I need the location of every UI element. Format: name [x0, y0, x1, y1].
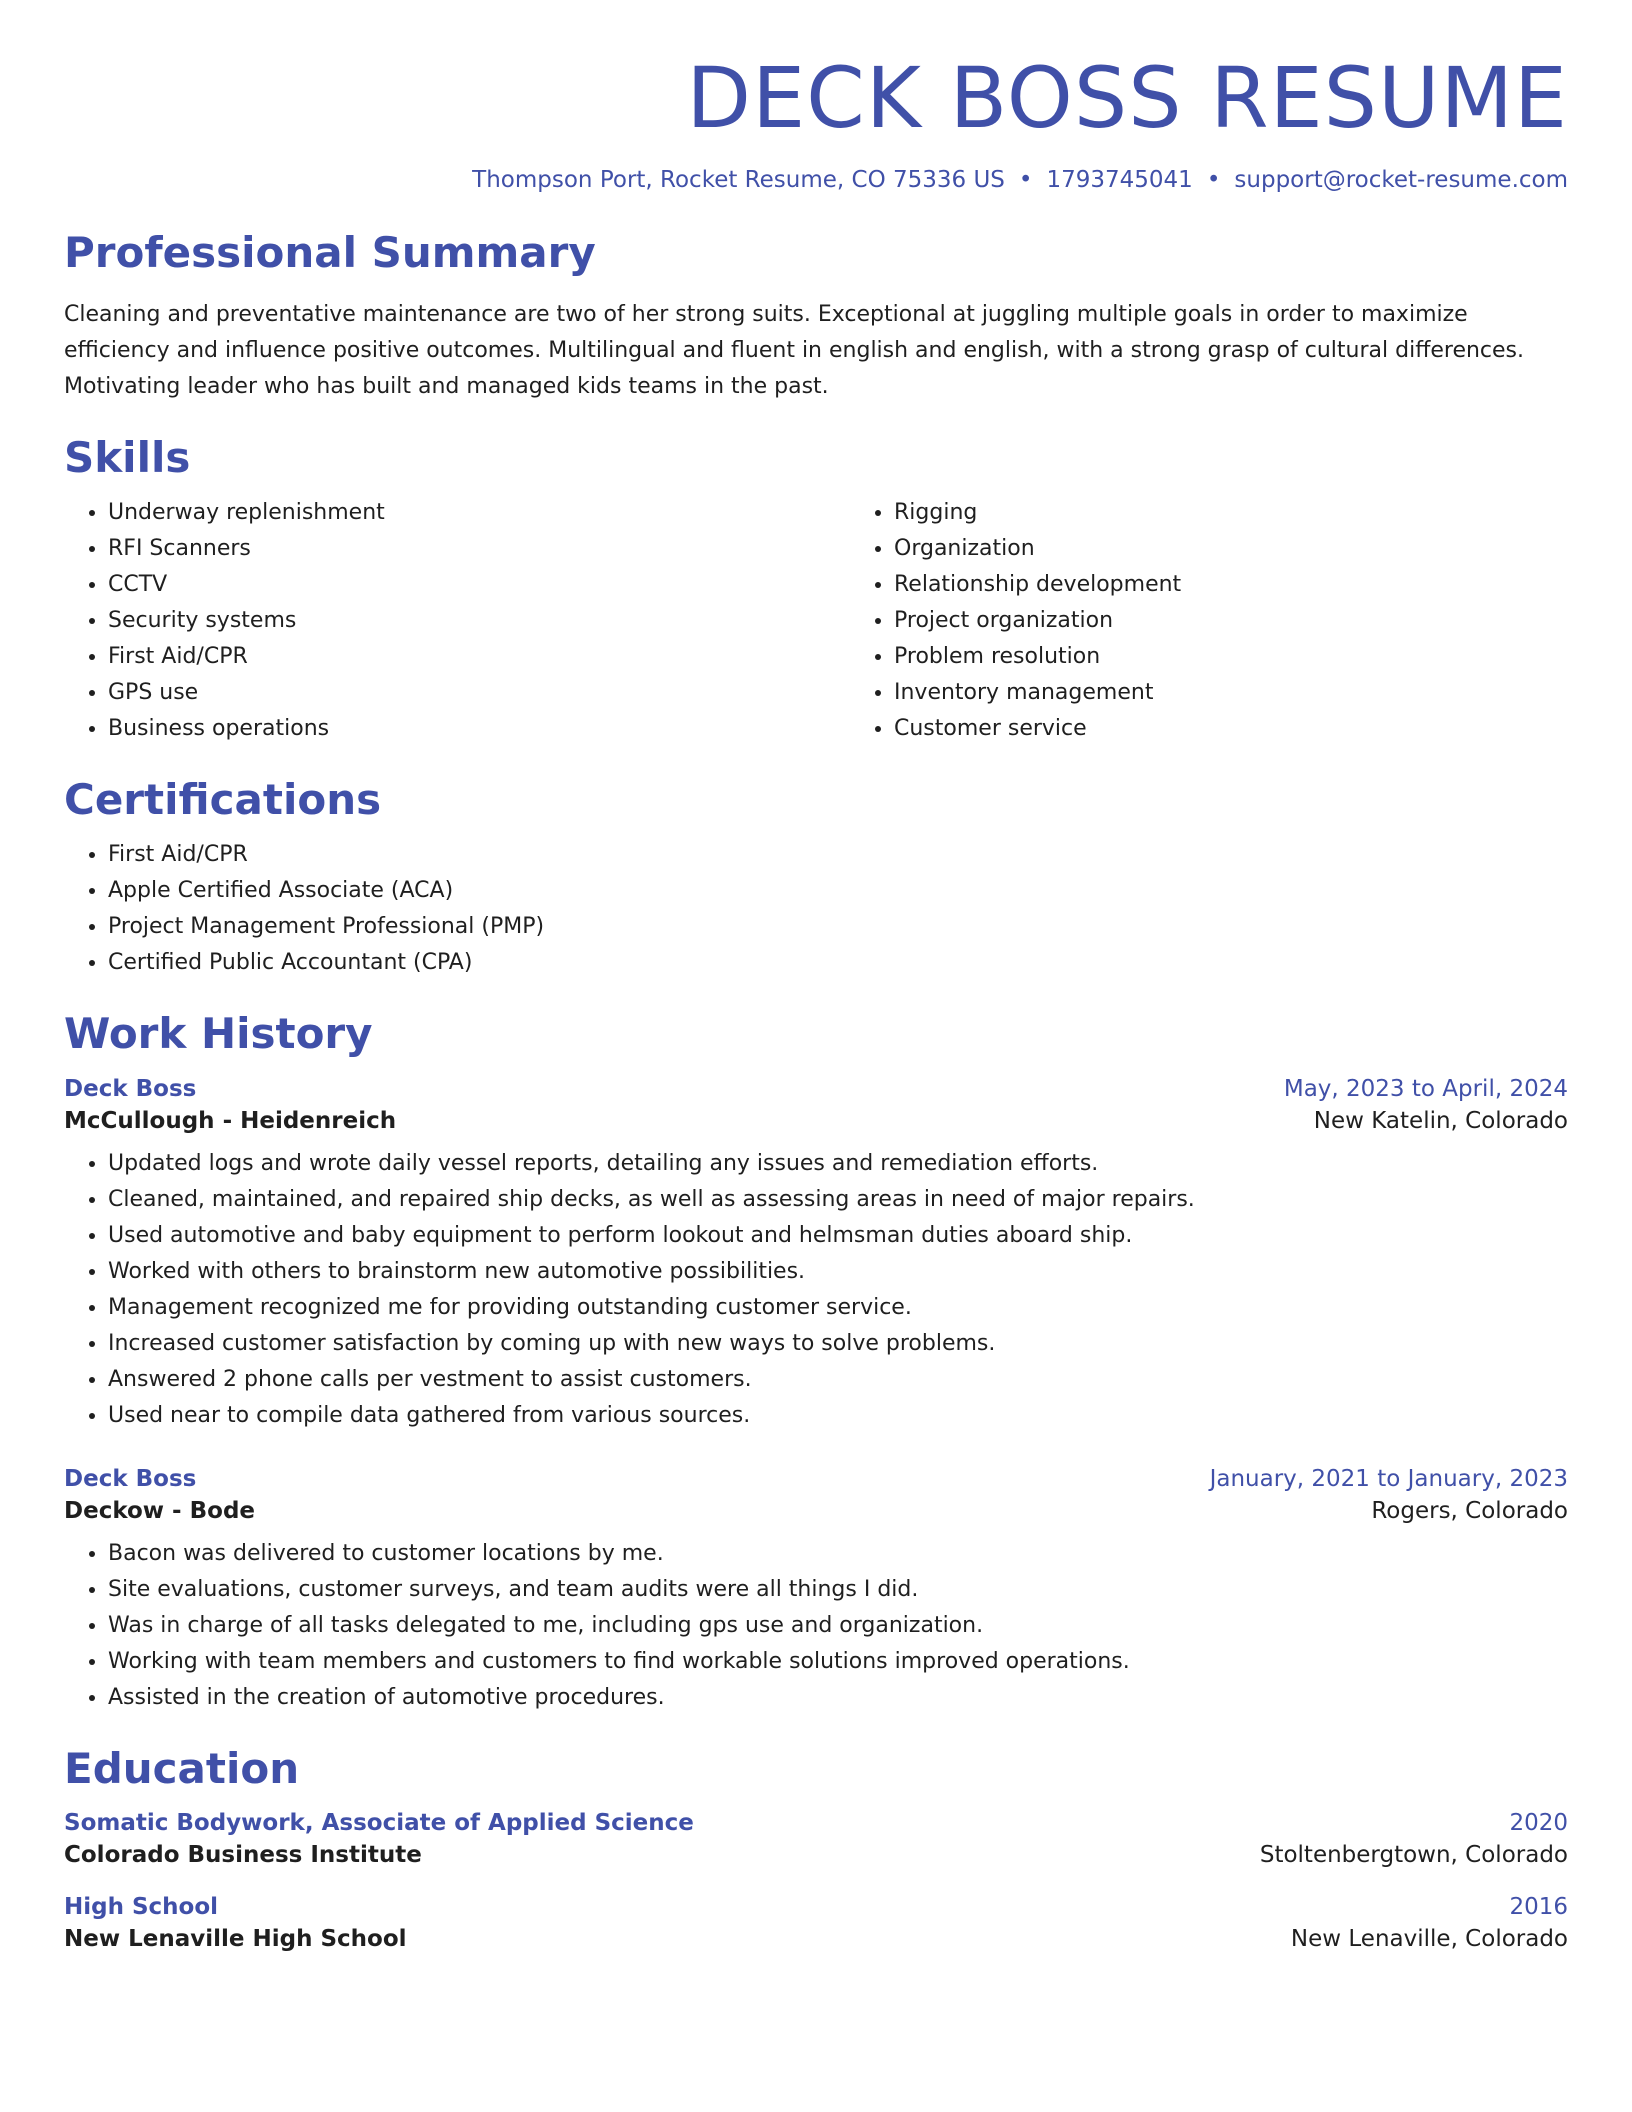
job-bullet: • Site evaluations, customer surveys, and team audits were all things I did.: [108, 1572, 1568, 1608]
skill-item: • Organization: [894, 531, 1632, 567]
skill-item: • Inventory management: [894, 675, 1632, 711]
job-bullet: • Used automotive and baby equipment to perform lookout and helmsman duties aboard ship.: [108, 1218, 1568, 1254]
skill-item: • Problem resolution: [894, 639, 1632, 675]
contact-separator: •: [1018, 167, 1033, 194]
job-bullet: • Answered 2 phone calls per vestment to assist customers.: [108, 1362, 1568, 1398]
job-bullets: [64, 1146, 1568, 1434]
job-company: McCullough - Heidenreich: [64, 1107, 397, 1134]
education-degree: Somatic Bodywork, Associate of Applied Science: [64, 1810, 694, 1837]
job-subheader: [64, 1498, 1568, 1524]
certification-item: • Project Management Professional (PMP): [108, 909, 1568, 945]
skill-item: • GPS use: [108, 675, 850, 711]
certification-item: • First Aid/CPR: [108, 837, 1568, 873]
education-school: Colorado Business Institute: [64, 1842, 422, 1869]
job-bullet: • Used near to compile data gathered from various sources.: [108, 1398, 1568, 1434]
education-location: New Lenaville, Colorado: [1290, 1926, 1568, 1953]
skill-item: • Customer service: [894, 711, 1632, 747]
job-company: Deckow - Bode: [64, 1497, 256, 1524]
contact-address: Thompson Port, Rocket Resume, CO 75336 US: [472, 167, 1005, 194]
job-location: New Katelin, Colorado: [1313, 1107, 1568, 1134]
skill-item: • CCTV: [108, 567, 850, 603]
contact-line: [64, 166, 1568, 196]
job-bullet: • Management recognized me for providing outstanding customer service.: [108, 1290, 1568, 1326]
certification-item: • Certified Public Accountant (CPA): [108, 945, 1568, 981]
education-entry: [64, 1894, 1568, 1952]
job-entry: [64, 1076, 1568, 1434]
education-degree: High School: [64, 1894, 219, 1921]
job-dates: May, 2023 to April, 2024: [1283, 1075, 1568, 1102]
education-subheader: [64, 1926, 1568, 1952]
skills-right-list: [850, 495, 1632, 747]
job-title: Deck Boss: [64, 1075, 197, 1102]
contact-phone: 1793745041: [1046, 167, 1193, 194]
job-header: [64, 1466, 1568, 1492]
job-location: Rogers, Colorado: [1371, 1497, 1568, 1524]
certifications-heading: Certifications: [64, 775, 382, 825]
education-entry: [64, 1810, 1568, 1868]
skills-heading: Skills: [64, 432, 191, 482]
job-bullet: • Assisted in the creation of automotive procedures.: [108, 1680, 1568, 1716]
skill-item: • Business operations: [108, 711, 850, 747]
job-bullet: • Updated logs and wrote daily vessel reports, detailing any issues and remediation efforts.: [108, 1146, 1568, 1182]
skill-item: • Project organization: [894, 603, 1632, 639]
education-subheader: [64, 1842, 1568, 1868]
skill-item: • Security systems: [108, 603, 850, 639]
job-bullet: • Cleaned, maintained, and repaired ship decks, as well as assessing areas in need of major repairs.: [108, 1182, 1568, 1218]
job-bullet: • Worked with others to brainstorm new automotive possibilities.: [108, 1254, 1568, 1290]
job-header: [64, 1076, 1568, 1102]
education-year: 2020: [1509, 1810, 1568, 1837]
skills-left-list: [64, 495, 850, 747]
skill-item: • RFI Scanners: [108, 531, 850, 567]
resume-page: [64, 0, 1568, 1952]
certification-item: • Apple Certified Associate (ACA): [108, 873, 1568, 909]
job-bullet: • Bacon was delivered to customer locations by me.: [108, 1536, 1568, 1572]
education-location: Stoltenbergtown, Colorado: [1259, 1842, 1568, 1869]
skill-item: • Rigging: [894, 495, 1632, 531]
job-entry: [64, 1466, 1568, 1716]
certifications-list: [64, 837, 1568, 981]
summary-heading: Professional Summary: [64, 228, 596, 278]
summary-text: Cleaning and preventative maintenance are two of her strong suits. Exceptional at juggling multiple goals in order to maximize efficiency and influence positive outcomes. Multilingual and fluent in english and english, with a strong grasp of cultural differences. Motivating leader who has built and managed kids teams in the past.: [64, 301, 1525, 399]
skills-grid: [64, 495, 1568, 747]
job-title: Deck Boss: [64, 1465, 197, 1492]
contact-separator: •: [1206, 167, 1221, 194]
skill-item: • First Aid/CPR: [108, 639, 850, 675]
skill-item: • Underway replenishment: [108, 495, 850, 531]
education-school: New Lenaville High School: [64, 1926, 407, 1953]
education-header: [64, 1810, 1568, 1836]
skill-item: • Relationship development: [894, 567, 1632, 603]
education-heading: Education: [64, 1743, 300, 1793]
work-history-heading: Work History: [64, 1009, 373, 1059]
job-subheader: [64, 1108, 1568, 1134]
resume-title: DECK BOSS RESUME: [686, 49, 1568, 147]
job-bullet: • Increased customer satisfaction by coming up with new ways to solve problems.: [108, 1326, 1568, 1362]
job-dates: January, 2021 to January, 2023: [1209, 1465, 1568, 1492]
job-bullet: • Working with team members and customers to find workable solutions improved operations.: [108, 1644, 1568, 1680]
contact-email: support@rocket-resume.com: [1234, 167, 1568, 194]
education-year: 2016: [1509, 1894, 1568, 1921]
job-bullet: • Was in charge of all tasks delegated to me, including gps use and organization.: [108, 1608, 1568, 1644]
education-header: [64, 1894, 1568, 1920]
job-bullets: [64, 1536, 1568, 1716]
